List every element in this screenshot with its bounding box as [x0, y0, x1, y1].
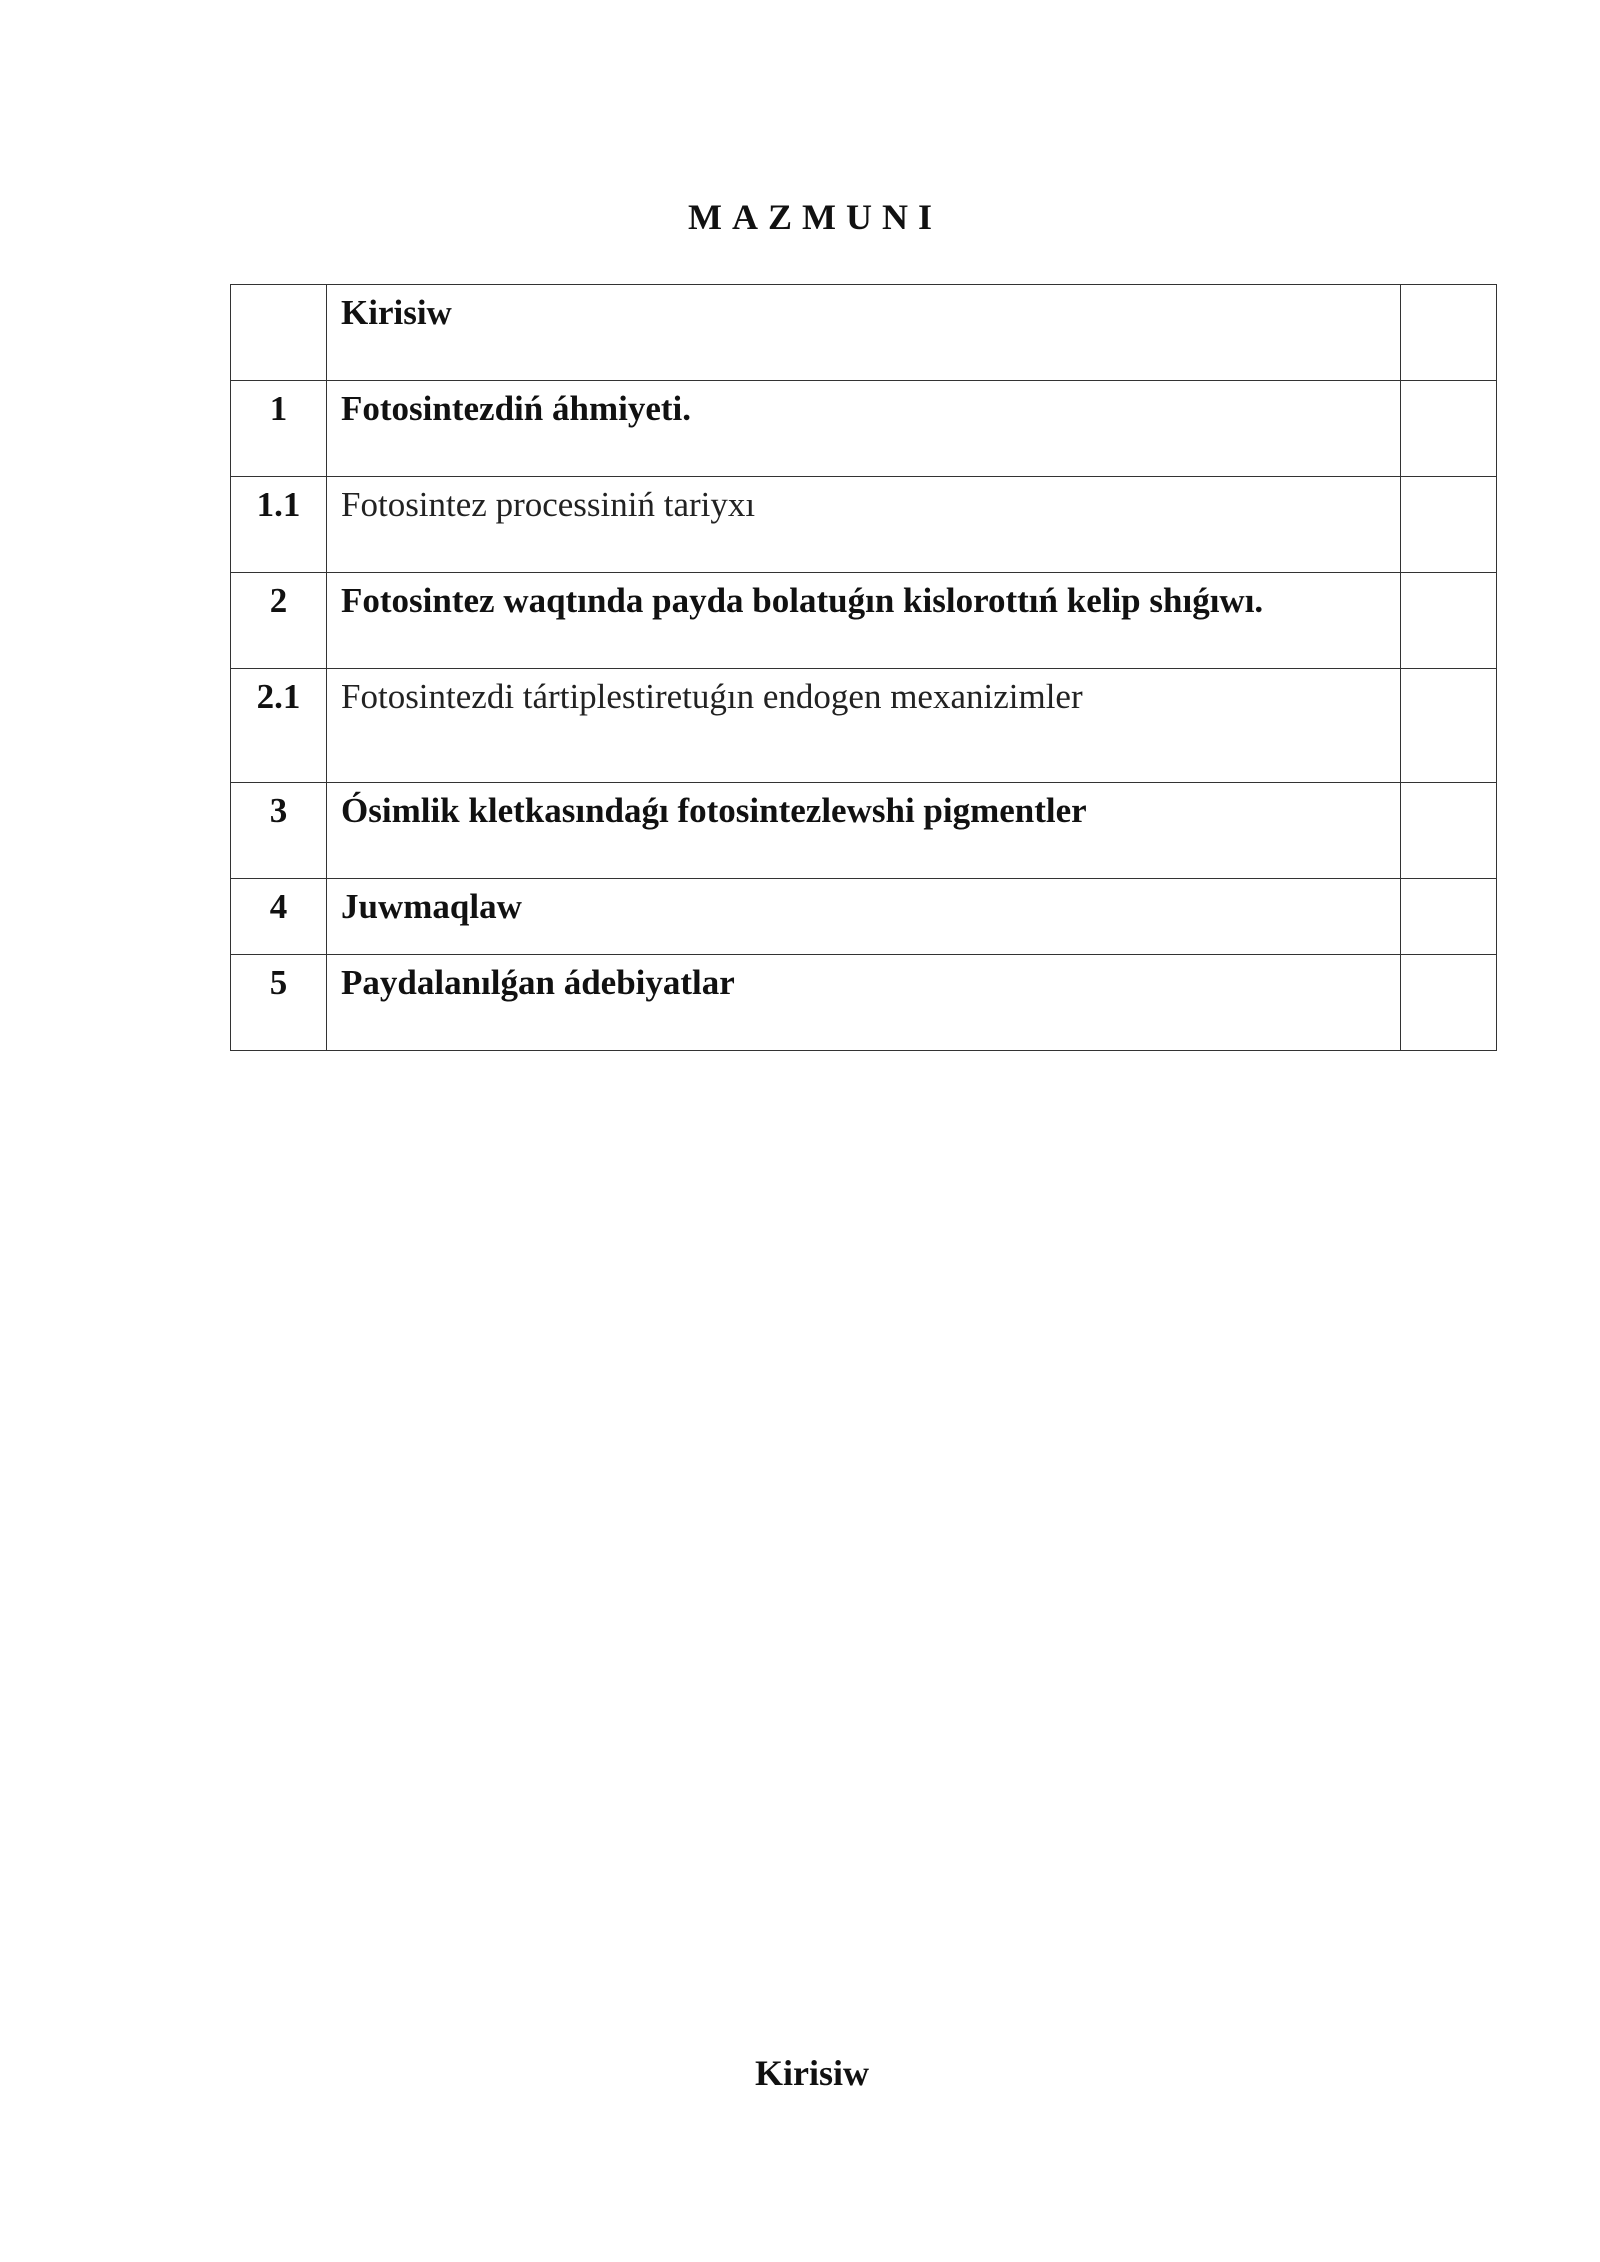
toc-number: 1.1: [231, 477, 327, 573]
toc-entry-title: Fotosintezdiń áhmiyeti.: [327, 381, 1401, 477]
toc-page-number: [1401, 477, 1497, 573]
toc-number: [231, 285, 327, 381]
toc-number: 2.1: [231, 669, 327, 783]
toc-number: 5: [231, 955, 327, 1051]
table-row: [231, 669, 1497, 783]
toc-entry-title: Ósimlik kletkasındaǵı fotosintezlewshi pigmentler: [327, 783, 1401, 879]
toc-page-number: [1401, 955, 1497, 1051]
toc-entry-title: Juwmaqlaw: [327, 879, 1401, 955]
toc-page-number: [1401, 669, 1497, 783]
toc-number: 3: [231, 783, 327, 879]
table-row: [231, 879, 1497, 955]
table-of-contents: [230, 284, 1497, 1051]
toc-entry-title: Kirisiw: [327, 285, 1401, 381]
table-row: [231, 285, 1497, 381]
toc-page-number: [1401, 381, 1497, 477]
toc-page-number: [1401, 285, 1497, 381]
toc-number: 2: [231, 573, 327, 669]
table-row: [231, 955, 1497, 1051]
toc-entry-title: Fotosintezdi tártiplestiretuǵın endogen mexanizimler: [327, 669, 1401, 783]
table-row: [231, 477, 1497, 573]
toc-entry-title: Fotosintez waqtında payda bolatuǵın kislorottıń kelip shıǵıwı.: [327, 573, 1401, 669]
toc-entry-title: Paydalanılǵan ádebiyatlar: [327, 955, 1401, 1051]
table-row: [231, 381, 1497, 477]
toc-entry-title: Fotosintez processiniń tariyxı: [327, 477, 1401, 573]
table-row: [231, 783, 1497, 879]
document-title: MAZMUNI: [688, 197, 942, 237]
toc-page-number: [1401, 879, 1497, 955]
toc-number: 1: [231, 381, 327, 477]
toc-page-number: [1401, 573, 1497, 669]
section-heading: Kirisiw: [755, 2053, 869, 2093]
toc-number: 4: [231, 879, 327, 955]
toc-page-number: [1401, 783, 1497, 879]
table-row: [231, 573, 1497, 669]
